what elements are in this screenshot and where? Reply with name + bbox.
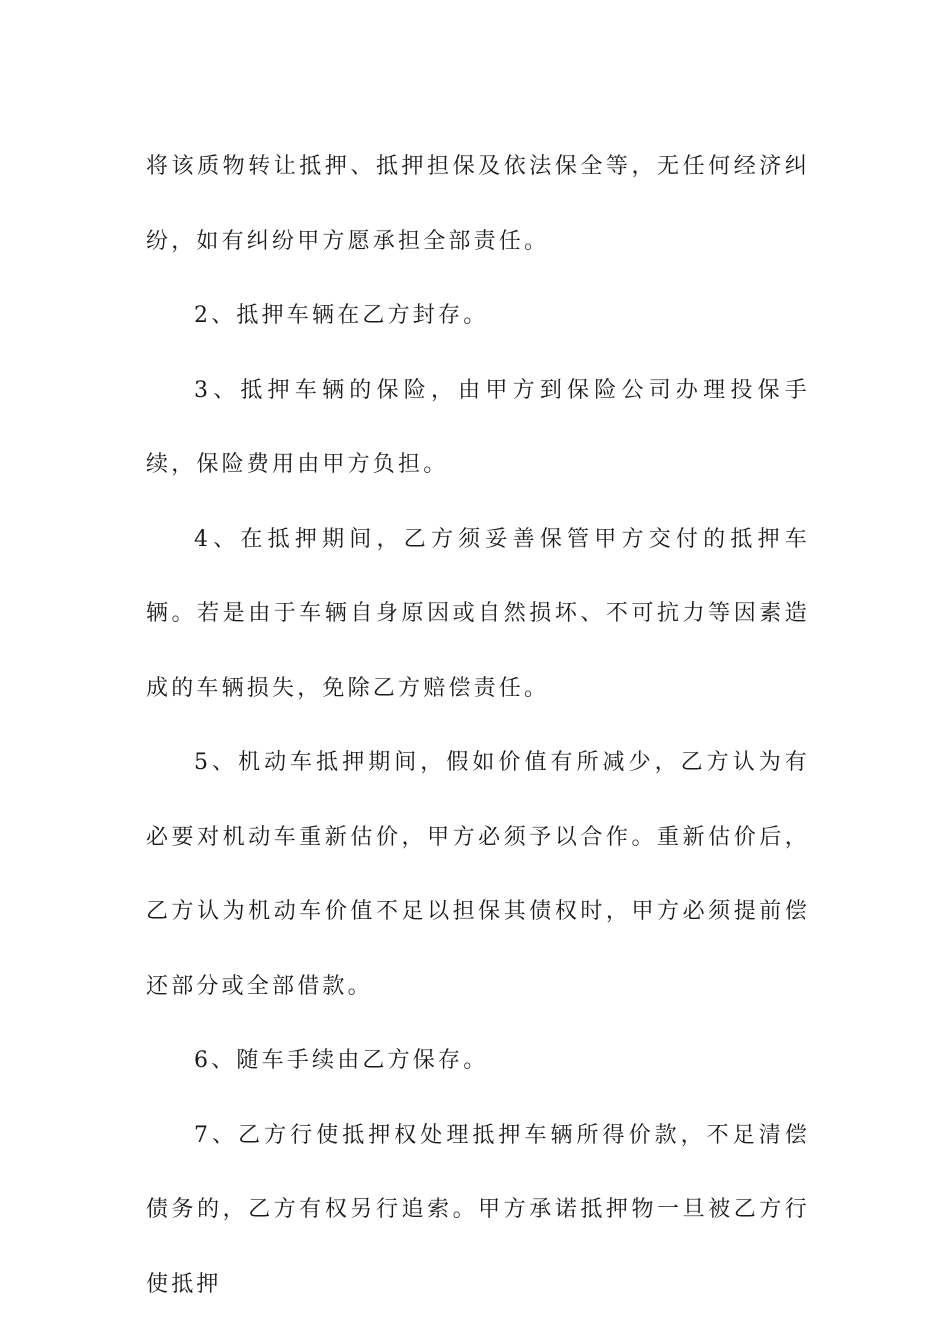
paragraph-clause-7: 7、乙方行使抵押权处理抵押车辆所得价款，不足清偿债务的，乙方有权另行追索。甲方承诺抵押物一旦被乙方行使抵押 — [146, 1122, 810, 1297]
paragraph-clause-4: 4、在抵押期间，乙方须妥善保管甲方交付的抵押车辆。若是由于车辆自身原因或自然损坏、不可抗力等因素造成的车辆损失，免除乙方赔偿责任。 — [146, 526, 810, 701]
paragraph-continuation: 将该质物转让抵押、抵押担保及依法保全等，无任何经济纠纷，如有纠纷甲方愿承担全部责任。 — [146, 154, 810, 254]
paragraph-clause-5: 5、机动车抵押期间，假如价值有所减少，乙方认为有必要对机动车重新估价，甲方必须予以合作。重新估价后，乙方认为机动车价值不足以担保其债权时，甲方必须提前偿还部分或全部借款。 — [146, 750, 810, 999]
document-body — [146, 130, 810, 1322]
paragraph-clause-6: 6、随车手续由乙方保存。 — [194, 1048, 489, 1073]
paragraph-clause-2: 2、抵押车辆在乙方封存。 — [194, 303, 489, 328]
paragraph-clause-3: 3、抵押车辆的保险，由甲方到保险公司办理投保手续，保险费用由甲方负担。 — [146, 377, 810, 477]
